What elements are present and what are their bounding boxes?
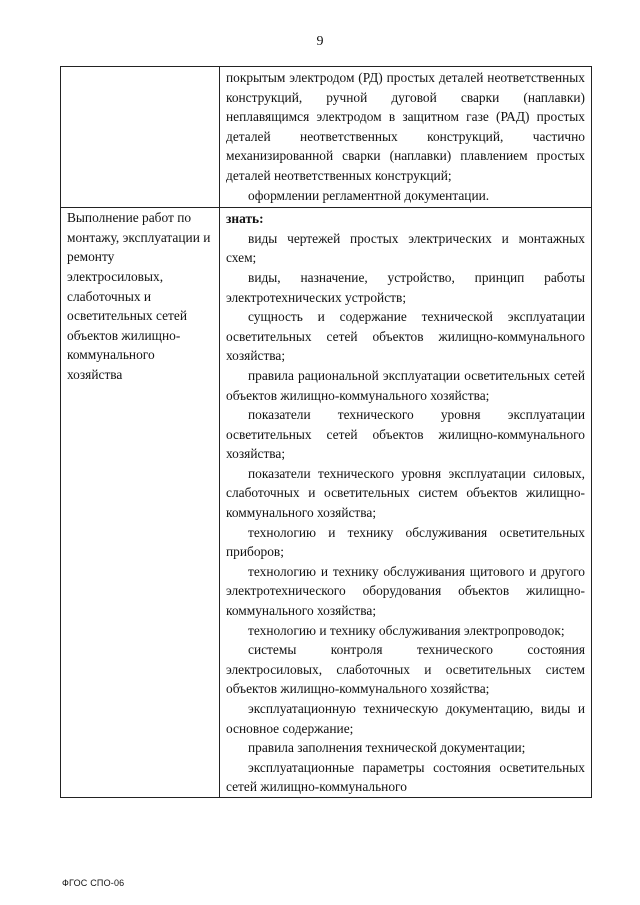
know-item: показатели технического уровня эксплуатации осветительных сетей объектов жилищно-коммунального хозяйства; [226, 407, 585, 462]
row1-right-cell [220, 67, 592, 208]
know-item: правила рациональной эксплуатации осветительных сетей объектов жилищно-коммунального хозяйства; [226, 367, 585, 403]
know-item: сущность и содержание технической эксплуатации осветительных сетей объектов жилищно-коммунального хозяйства; [226, 309, 585, 364]
know-item: технологию и технику обслуживания щитового и другого электротехнического оборудования объектов жилищно-коммунального хозяйства; [226, 563, 585, 619]
know-item: технологию и технику обслуживания электропроводок; [248, 622, 565, 638]
know-item: виды чертежей простых электрических и монтажных схем; [226, 230, 585, 266]
know-item: эксплуатационные параметры состояния осветительных сетей жилищно-коммунального [226, 759, 585, 795]
table-row [61, 67, 592, 208]
footer-code: ФГОС СПО-06 [62, 878, 125, 888]
know-item: показатели технического уровня эксплуатации силовых, слаботочных и осветительных систем объектов жилищно-коммунального хозяйства; [226, 465, 585, 521]
row2-left-cell: Выполнение работ по монтажу, эксплуатации и ремонту электросиловых, слаботочных и осветительных сетей объектов жилищно-коммунального хозяйства [61, 208, 220, 798]
page-number: 9 [316, 34, 324, 49]
row1-paragraph: оформлении регламентной документации. [248, 187, 490, 203]
know-item: эксплуатационную техническую документацию, виды и основное содержание; [226, 701, 585, 736]
row1-paragraph: покрытым электродом (РД) простых деталей неответственных конструкций, ручной дуговой сварки (наплавки) неплавящимся электродом в защитном газе (РАД) простых деталей неответственных конструкций, частично механизированной сварки (наплавки) плавлением простых деталей неответственных конструкций; [226, 70, 585, 183]
know-item: правила заполнения технической документации; [248, 740, 526, 756]
know-label: знать: [226, 211, 264, 227]
know-item: виды, назначение, устройство, принцип работы электротехнических устройств; [226, 269, 585, 305]
row2-right-cell [220, 208, 592, 798]
know-item: системы контроля технического состояния электросиловых, слаботочных и осветительных систем объектов жилищно-коммунального хозяйства; [226, 642, 585, 697]
table-row [61, 208, 592, 798]
know-item: технологию и технику обслуживания осветительных приборов; [226, 524, 585, 560]
row1-left-cell [61, 67, 220, 208]
competency-table [60, 66, 592, 798]
